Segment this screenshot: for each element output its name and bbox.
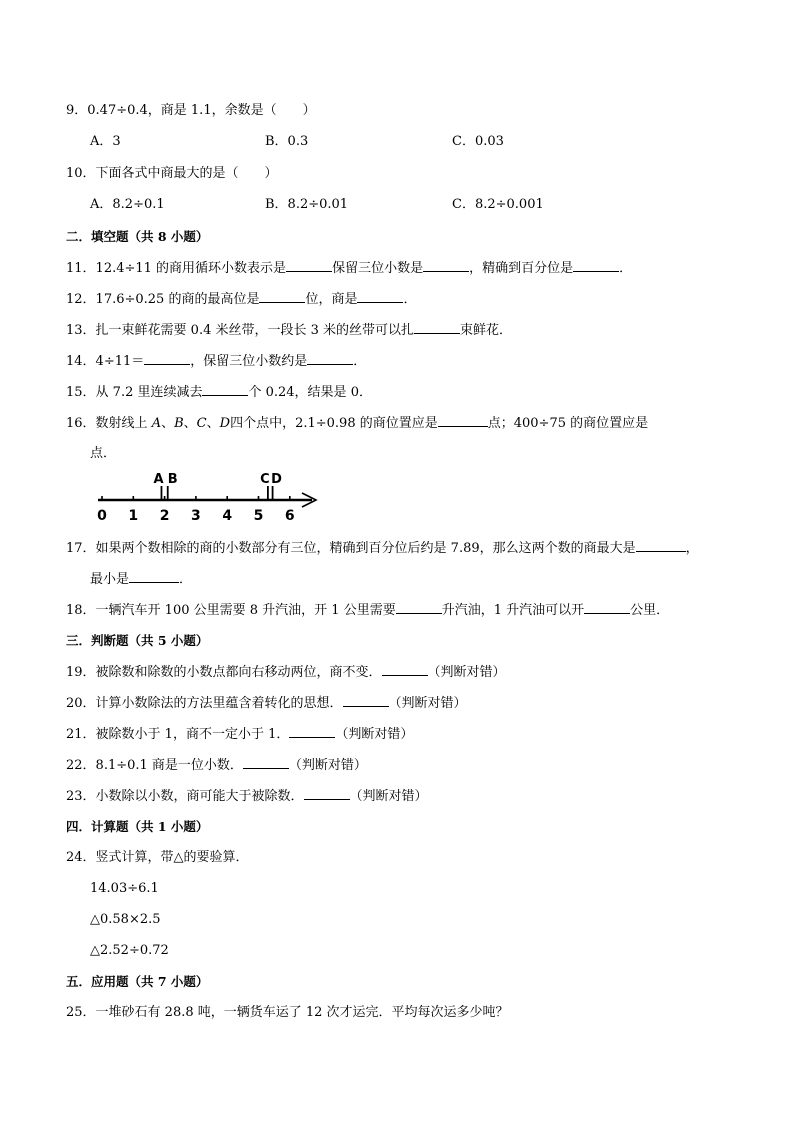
q23-text: 23．小数除以小数，商可能大于被除数．: [66, 789, 304, 804]
tick-label: 2: [159, 508, 170, 524]
section-fill-heading: 二．填空题（共 8 小题）: [66, 229, 209, 244]
q18-text-a: 18．一辆汽车开 100 公里需要 8 升汽油，开 1 公里需要: [66, 603, 396, 618]
answer-blank[interactable]: [343, 694, 389, 707]
q10-option-b: B．8.2÷0.01: [265, 197, 349, 212]
question-24: 24．竖式计算，带△的要验算．: [66, 850, 249, 865]
point-c-label: C: [196, 416, 207, 431]
q11-text-b: 保留三位小数是: [332, 261, 424, 276]
q14-text-b: ，保留三位小数约是: [190, 354, 308, 369]
q13-text-b: 束鲜花．: [460, 323, 513, 338]
q15-text-a: 15．从 7.2 里连续减去: [66, 385, 203, 400]
calc-line-3: △2.52÷0.72: [90, 943, 169, 958]
answer-blank[interactable]: [286, 259, 332, 272]
q17-text-d: ．: [179, 572, 193, 587]
q18-text-b: 升汽油，1 升汽油可以开: [441, 603, 585, 618]
answer-blank[interactable]: [259, 290, 305, 303]
question-22: [66, 756, 367, 775]
q15-text-b: 个 0.24，结果是 0．: [248, 385, 372, 400]
question-21: [66, 725, 413, 744]
q22-hint: （判断对错）: [288, 758, 367, 773]
q12-text-b: 位，商是: [305, 292, 358, 307]
separator: 、: [183, 416, 197, 431]
answer-blank[interactable]: [243, 756, 289, 769]
number-line-figure: [90, 468, 330, 524]
q11-text-a: 11．12.4÷11 的商用循环小数表示是: [66, 261, 287, 276]
q19-text: 19．被除数和除数的小数点都向右移动两位，商不变．: [66, 665, 382, 680]
q11-text-c: ，精确到百分位是: [469, 261, 574, 276]
question-17-cont: [90, 570, 192, 589]
question-16-cont: 点．: [90, 446, 117, 461]
answer-blank[interactable]: [584, 601, 630, 614]
separator: 、: [206, 416, 220, 431]
answer-blank[interactable]: [636, 539, 686, 552]
section-judge-heading: 三．判断题（共 5 小题）: [66, 633, 209, 648]
q17-text-b: ，: [685, 541, 699, 556]
answer-blank[interactable]: [382, 663, 428, 676]
q18-text-c: 公里．: [630, 603, 670, 618]
tick-label: 6: [284, 508, 295, 524]
tick-label: 1: [128, 508, 139, 524]
answer-blank[interactable]: [423, 259, 469, 272]
answer-blank[interactable]: [438, 414, 488, 427]
q14-text-a: 14．4÷11＝: [66, 354, 145, 369]
question-25: 25．一堆砂石有 28.8 吨，一辆货车运了 12 次才运完．平均每次运多少吨？: [66, 1005, 509, 1020]
separator: 、: [161, 416, 175, 431]
question-12: [66, 290, 417, 309]
question-10: 10．下面各式中商最大的是（ ）: [66, 166, 278, 181]
q21-text: 21．被除数小于 1，商不一定小于 1．: [66, 727, 290, 742]
point-label: A: [153, 472, 164, 487]
tick-label: 4: [222, 508, 233, 524]
answer-blank[interactable]: [573, 259, 619, 272]
q12-text-a: 12．17.6÷0.25 的商的最高位是: [66, 292, 260, 307]
q16-text-a: 四个点中，2.1÷0.98 的商位置应是: [230, 416, 438, 431]
question-11: [66, 259, 632, 278]
q9-option-b: B．0.3: [265, 134, 309, 149]
answer-blank[interactable]: [357, 290, 403, 303]
point-label: C: [260, 472, 270, 487]
q19-hint: （判断对错）: [427, 665, 506, 680]
answer-blank[interactable]: [129, 570, 179, 583]
q22-text: 22．8.1÷0.1 商是一位小数．: [66, 758, 243, 773]
point-b-label: B: [174, 416, 184, 431]
question-9: 9．0.47÷0.4，商是 1.1，余数是（ ）: [66, 103, 316, 118]
tick-label: 3: [191, 508, 201, 524]
q17-text-c: 最小是: [90, 572, 130, 587]
q16-text-b: 点；400÷75 的商位置应是: [487, 416, 649, 431]
q10-option-a: A．8.2÷0.1: [90, 197, 165, 212]
tick-label: 0: [97, 508, 107, 524]
q12-text-c: ．: [403, 292, 417, 307]
q9-option-c: C．0.03: [452, 134, 504, 149]
question-13: [66, 321, 512, 340]
q17-text-a: 17．如果两个数相除的商的小数部分有三位，精确到百分位后约是 7.89，那么这两个数的商最大是: [66, 541, 636, 556]
q14-text-c: ．: [353, 354, 367, 369]
answer-blank[interactable]: [414, 321, 460, 334]
point-label: D: [271, 472, 282, 487]
q21-hint: （判断对错）: [335, 727, 414, 742]
q23-hint: （判断对错）: [349, 789, 428, 804]
point-a-label: A: [151, 416, 162, 431]
calc-line-1: 14.03÷6.1: [90, 881, 159, 896]
question-20: [66, 694, 467, 713]
answer-blank[interactable]: [144, 352, 190, 365]
answer-blank[interactable]: [289, 725, 335, 738]
question-14: [66, 352, 366, 371]
calc-line-2: △0.58×2.5: [90, 912, 161, 927]
q9-option-a: A．3: [90, 134, 121, 149]
tick-label: 5: [253, 508, 264, 524]
question-17: [66, 539, 699, 558]
question-18: [66, 601, 669, 620]
answer-blank[interactable]: [396, 601, 442, 614]
point-label: B: [167, 472, 178, 487]
answer-blank[interactable]: [202, 383, 248, 396]
question-16: [66, 414, 648, 433]
q20-text: 20．计算小数除法的方法里蕴含着转化的思想．: [66, 696, 343, 711]
q11-text-d: ．: [619, 261, 633, 276]
answer-blank[interactable]: [307, 352, 353, 365]
question-15: [66, 383, 372, 402]
q16-number: 16．数射线上: [66, 416, 152, 431]
section-apply-heading: 五．应用题（共 7 小题）: [66, 974, 209, 989]
section-calc-heading: 四．计算题（共 1 小题）: [66, 819, 209, 834]
question-19: [66, 663, 506, 682]
q10-option-c: C．8.2÷0.001: [452, 197, 544, 212]
answer-blank[interactable]: [304, 787, 350, 800]
q20-hint: （判断对错）: [388, 696, 467, 711]
point-d-label: D: [219, 416, 231, 431]
question-23: [66, 787, 428, 806]
q13-text-a: 13．扎一束鲜花需要 0.4 米丝带，一段长 3 米的丝带可以扎: [66, 323, 415, 338]
